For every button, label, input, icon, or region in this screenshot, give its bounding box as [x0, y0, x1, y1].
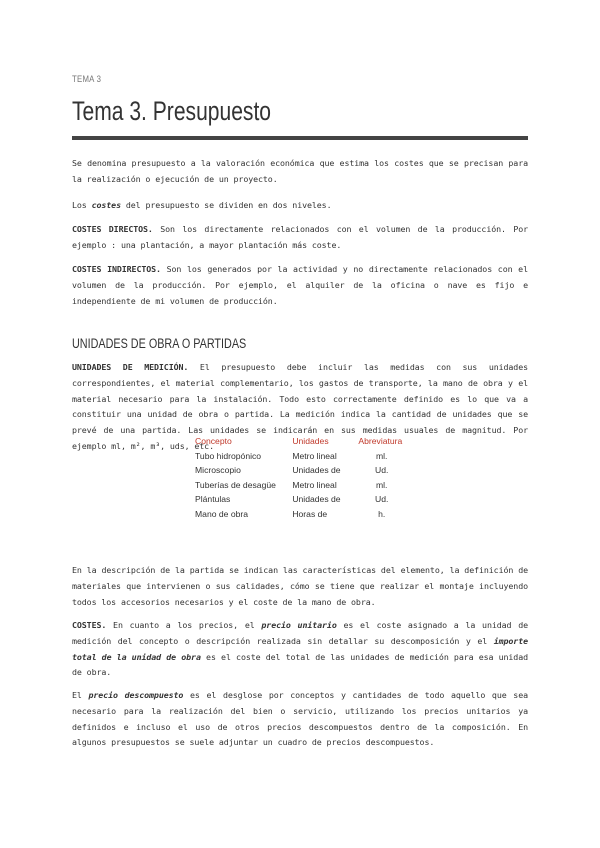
indirect-costs-text: Son los generados por la actividad y no directamente relacionados con el volumen de la producción. Por ejemplo, el alquiler de la oficina o nave es fijo e independiente de mi volumen de producción.	[72, 264, 528, 306]
emphasis-precio-unitario: precio unitario	[261, 620, 337, 630]
costs-paragraph	[72, 618, 528, 681]
text-run: En cuanto a los precios, el	[106, 620, 262, 630]
table-header-cell: Unidades	[292, 436, 329, 447]
indirect-costs-paragraph	[72, 262, 528, 309]
text-run: del presupuesto se dividen en dos niveles.	[120, 200, 332, 210]
table-cell: Metro lineal	[292, 450, 337, 461]
table-cell: ml.	[375, 450, 388, 461]
intro-paragraph: Se denomina presupuesto a la valoración económica que estima los costes que se precisan para la realización o ejecución de un proyecto.	[72, 158, 528, 184]
measurement-units-text: El presupuesto debe incluir las medidas con sus unidades correspondientes, el material complementario, los gastos de transporte, la mano de obra y el material necesario para la instalación. Todo esto correctamente definido es lo que va a constituir una unidad de obra o partida. La medición indica la cantidad de unidades que se prevé de una partida. Las unidades se indicarán en sus medidas usuales de magnitud. Por ejemplo ml, m², m³, uds, etc.	[72, 362, 528, 451]
table-cell: Unidades de	[292, 465, 341, 476]
title-divider	[72, 136, 528, 140]
indirect-costs-label: COSTES INDIRECTOS.	[72, 264, 161, 274]
direct-costs-label: COSTES DIRECTOS.	[72, 224, 153, 234]
table-cell: Horas de	[292, 508, 328, 519]
page-title: Tema 3. Presupuesto	[72, 96, 272, 126]
emphasis-precio-descompuesto: precio descompuesto	[88, 690, 184, 700]
table-cell: Tubo hidropónico	[195, 450, 262, 461]
table-cell: h.	[378, 508, 386, 519]
text-run: es el coste asignado a la unidad de medición del concepto o descripción realizada sin detallar su descomposición y el	[72, 620, 528, 646]
text-run: Los	[72, 200, 92, 210]
units-table	[193, 434, 411, 521]
chapter-label: TEMA 3	[72, 74, 102, 85]
costs-label: COSTES.	[72, 620, 107, 630]
table-header-row	[193, 434, 411, 449]
table-cell: Ud.	[375, 494, 389, 505]
text-run: es el desglose por conceptos y cantidades de todo aquello que sea necesario para la realización del bien o servicio, utilizando los precios unitarios ya definidos e incluso el uso de otros precios descompuestos dentro de la composición. En algunos presupuestos se suele adjuntar un cuadro de precios descompuestos.	[72, 690, 528, 748]
table-row	[193, 492, 411, 507]
measurement-units-label: UNIDADES DE MEDICIÓN.	[72, 362, 189, 372]
table-row	[193, 463, 411, 478]
table-cell: Metro lineal	[292, 479, 337, 490]
costs-levels-paragraph	[72, 198, 528, 214]
table-row	[193, 449, 411, 464]
table-cell: Unidades de	[292, 494, 341, 505]
direct-costs-text: Son los directamente relacionados con el volumen de la producción. Por ejemplo : una plantación, a mayor plantación más coste.	[72, 224, 529, 250]
direct-costs-paragraph	[72, 222, 528, 254]
table-row	[193, 478, 411, 493]
emphasis-importe-total: importe total de la unidad de obra	[72, 635, 528, 662]
table-row	[193, 507, 411, 522]
section-heading: UNIDADES DE OBRA O PARTIDAS	[72, 336, 247, 351]
emphasis-costes: costes	[91, 200, 121, 210]
table-cell: ml.	[375, 479, 388, 490]
table-cell: Tuberías de desagüe	[195, 479, 276, 490]
table-cell: Plántulas	[195, 494, 231, 505]
table-cell: Microscopio	[195, 465, 241, 476]
table-cell: Mano de obra	[195, 508, 249, 519]
description-paragraph: En la descripción de la partida se indican las características del elemento, la definición de materiales que intervienen o sus calidades, cómo se tiene que realizar el montaje incluyendo todos los accesorios necesarios y el coste de la mano de obra.	[72, 565, 528, 607]
text-run: es el coste del total de las unidades de medición para esa unidad de obra.	[72, 651, 528, 678]
table-cell: Ud.	[375, 465, 389, 476]
table-header-cell: Concepto	[195, 436, 232, 447]
table-header-cell: Abreviatura	[358, 436, 403, 447]
decomposed-price-paragraph	[72, 688, 528, 751]
text-run: El	[72, 690, 89, 700]
